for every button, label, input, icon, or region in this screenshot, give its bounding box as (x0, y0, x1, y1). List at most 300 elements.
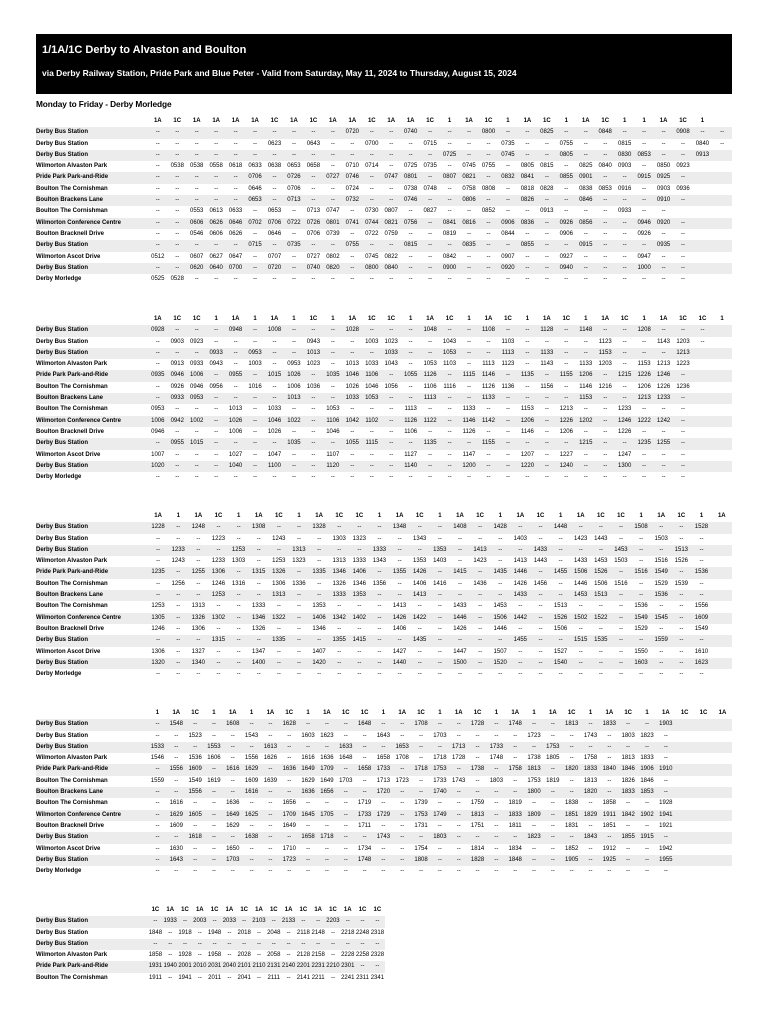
departure-time: -- (506, 742, 525, 753)
departure-time: -- (337, 625, 342, 632)
departure-time: -- (330, 383, 335, 390)
stop-row (36, 647, 732, 658)
stop-row (36, 556, 732, 567)
departure-time: -- (498, 325, 517, 336)
departure-time: 0807 (440, 172, 459, 183)
departure-time (675, 742, 694, 753)
departure-time: -- (265, 195, 284, 206)
stop-row (36, 950, 385, 961)
departure-time: -- (168, 348, 187, 359)
departure-time: -- (468, 832, 487, 843)
departure-time (712, 184, 732, 195)
departure-time: 1513 (553, 603, 568, 610)
departure-time: 1658 (299, 832, 318, 843)
departure-time: 1115 (459, 370, 478, 381)
departure-time: 0825 (537, 127, 556, 138)
departure-time: -- (622, 253, 627, 260)
departure-time: 1526 (674, 558, 689, 565)
departure-time: 1020 (148, 461, 167, 472)
departure-time: 0853 (634, 150, 653, 161)
departure-time: -- (296, 603, 301, 610)
departure-time: 1315 (208, 635, 228, 646)
departure-time: -- (245, 127, 264, 138)
departure-time: -- (357, 648, 362, 655)
route-header-blank (36, 116, 148, 127)
departure-time: -- (659, 648, 664, 655)
departure-time: -- (389, 163, 394, 170)
departure-time: 1506 (571, 567, 591, 578)
departure-time (713, 764, 732, 775)
departure-time: -- (196, 580, 201, 587)
departure-time: -- (284, 150, 303, 161)
departure-time (712, 658, 732, 669)
departure-time: -- (537, 263, 556, 274)
departure-time: -- (456, 868, 461, 875)
departure-time: -- (193, 845, 198, 852)
departure-time: 1055 (401, 370, 420, 381)
departure-time: -- (306, 822, 311, 829)
stop-row (36, 472, 732, 483)
departure-time: 1616 (242, 787, 261, 798)
departure-time: -- (206, 150, 225, 161)
route-label: 1A (576, 513, 585, 519)
departure-time: -- (226, 150, 245, 161)
departure-time: 1743 (452, 777, 466, 784)
departure-time: 1126 (420, 370, 439, 381)
departure-time (693, 263, 712, 274)
departure-time: 0838 (579, 185, 593, 192)
departure-time: 0841 (518, 172, 537, 183)
departure-time: -- (642, 163, 647, 170)
departure-time: -- (450, 635, 470, 646)
departure-time: 1135 (518, 370, 537, 381)
departure-time: 0744 (362, 218, 381, 229)
departure-time: -- (148, 590, 168, 601)
departure-time: -- (211, 868, 216, 875)
departure-time: -- (216, 648, 221, 655)
departure-time: 1814 (470, 845, 485, 852)
departure-time: 2031 (207, 961, 222, 972)
departure-time: -- (236, 648, 241, 655)
departure-time: 1333 (252, 603, 266, 610)
departure-time: -- (269, 658, 289, 669)
departure-time: -- (543, 855, 562, 866)
departure-time: -- (304, 325, 323, 336)
departure-time: 1650 (226, 845, 240, 852)
route-label: 1C (445, 316, 454, 322)
departure-time: -- (253, 474, 258, 481)
departure-time (693, 252, 712, 263)
departure-time: -- (543, 832, 562, 843)
departure-time: 1910 (656, 764, 675, 775)
departure-time: 1718 (433, 755, 447, 762)
route-label: 1 (297, 513, 301, 519)
departure-time: -- (420, 348, 439, 359)
route-label: 1C (270, 118, 279, 124)
departure-time: -- (498, 240, 517, 251)
departure-time: 1940 (163, 961, 178, 972)
departure-time: -- (318, 742, 337, 753)
departure-time: 2218 (341, 929, 355, 936)
route-label: 1A (192, 118, 201, 124)
departure-time: 1153 (520, 406, 534, 413)
departure-time: 2028 (237, 952, 251, 959)
departure-time: -- (430, 522, 450, 533)
departure-time: -- (155, 474, 160, 481)
departure-time: 0840 (695, 140, 710, 147)
departure-time: -- (311, 451, 316, 458)
departure-time: -- (227, 952, 232, 959)
departure-time: -- (242, 742, 261, 753)
departure-time: -- (377, 671, 382, 678)
departure-time (712, 534, 732, 545)
departure-time: 1326 (332, 580, 346, 587)
departure-time: -- (349, 522, 369, 533)
stop-row (36, 601, 732, 612)
departure-time: 1813 (583, 777, 598, 784)
stop-row (36, 461, 732, 472)
departure-time: 1649 (320, 777, 334, 784)
stop-row (36, 753, 732, 764)
stop-name: Wilmorton Alvaston Park (36, 952, 108, 959)
departure-time: -- (417, 671, 422, 678)
departure-time: 1336 (292, 580, 306, 587)
departure-time: -- (543, 787, 562, 798)
departure-time (712, 172, 732, 183)
departure-time: 1911 (148, 974, 162, 981)
departure-time: 0707 (267, 253, 282, 260)
departure-time: -- (595, 263, 614, 274)
departure-time: 1729 (374, 810, 393, 821)
departure-time: 1749 (430, 810, 449, 821)
departure-time: -- (661, 428, 666, 435)
departure-time: 1206 (518, 416, 537, 427)
route-label: 1A (661, 710, 670, 716)
departure-time (713, 855, 732, 866)
departure-time: 1928 (659, 800, 673, 807)
departure-time: -- (581, 719, 600, 730)
departure-time: 1226 (634, 370, 653, 381)
departure-time: -- (588, 845, 593, 852)
departure-time: -- (591, 545, 611, 556)
departure-time: -- (598, 648, 603, 655)
departure-time: -- (538, 535, 543, 542)
departure-time (712, 229, 732, 240)
departure-time: 1520 (490, 658, 510, 669)
departure-time: 1413 (470, 545, 490, 556)
departure-time: -- (369, 406, 374, 413)
departure-time: -- (615, 172, 634, 183)
departure-time: 1046 (343, 370, 362, 381)
route-label: 1 (699, 513, 704, 519)
departure-time: -- (569, 777, 574, 784)
route-label: 1 (720, 316, 724, 322)
departure-time: -- (401, 325, 420, 336)
departure-time: -- (343, 845, 348, 852)
departure-time: 1713 (376, 777, 391, 784)
departure-time: 1610 (694, 648, 709, 655)
departure-time: 1733 (433, 777, 447, 784)
departure-time: -- (362, 868, 367, 875)
route-label: 1 (292, 316, 296, 322)
departure-time: -- (430, 590, 450, 601)
departure-time: 1055 (343, 438, 362, 449)
departure-time: 1527 (553, 648, 568, 655)
departure-time: 1829 (581, 810, 600, 821)
departure-time: 1808 (412, 855, 431, 866)
departure-time: -- (564, 185, 569, 192)
departure-time: 0626 (206, 218, 225, 229)
departure-time: 1016 (248, 383, 262, 390)
departure-time: -- (479, 461, 498, 472)
departure-time: -- (188, 590, 208, 601)
departure-time: -- (671, 522, 691, 533)
departure-time (713, 719, 732, 730)
departure-time: -- (558, 535, 563, 542)
departure-time: 2248 (355, 929, 370, 936)
departure-time: 1048 (420, 325, 439, 336)
departure-time (693, 206, 712, 217)
departure-time: 1100 (265, 461, 284, 472)
departure-time: -- (408, 276, 413, 283)
departure-time: -- (447, 276, 452, 283)
route-label: 1 (447, 118, 452, 124)
departure-time: -- (330, 974, 335, 981)
departure-time: -- (651, 658, 671, 669)
departure-time: -- (494, 868, 499, 875)
departure-time: -- (569, 868, 574, 875)
route-label: 1C (426, 118, 434, 124)
departure-time: 1148 (576, 325, 595, 336)
departure-time: -- (237, 939, 252, 950)
departure-time: -- (276, 625, 281, 632)
departure-time: 1743 (583, 732, 598, 739)
departure-time: -- (280, 832, 299, 843)
departure-time: 1313 (191, 603, 206, 610)
departure-time: 1123 (598, 338, 612, 345)
departure-time: -- (382, 438, 401, 449)
departure-time: -- (175, 406, 180, 413)
departure-time: 1346 (249, 613, 269, 624)
stop-row (36, 719, 732, 730)
departure-time: -- (148, 150, 167, 161)
departure-time: -- (437, 800, 442, 807)
departure-time: -- (187, 325, 206, 336)
departure-time: -- (518, 127, 537, 138)
departure-time: -- (370, 916, 385, 927)
departure-time: -- (603, 276, 608, 283)
departure-time: -- (296, 916, 311, 927)
departure-time: 0700 (226, 263, 245, 274)
departure-time: -- (249, 545, 269, 556)
departure-time: -- (654, 263, 673, 274)
departure-time: 1033 (365, 361, 379, 368)
departure-time: 1649 (299, 764, 318, 775)
departure-time: 0825 (579, 163, 593, 170)
departure-time: -- (163, 939, 178, 950)
departure-time: -- (486, 428, 491, 435)
departure-time: -- (289, 613, 309, 624)
departure-time: 0538 (190, 163, 204, 170)
departure-time: -- (324, 800, 329, 807)
departure-time: 1819 (546, 777, 560, 784)
departure-time: 0820 (323, 263, 342, 274)
departure-time: -- (440, 393, 459, 404)
departure-time: -- (401, 348, 420, 359)
departure-time: 1508 (631, 522, 651, 533)
departure-time: -- (343, 348, 362, 359)
departure-time: -- (498, 558, 503, 565)
departure-time: 1549 (694, 625, 709, 632)
departure-time: -- (400, 845, 405, 852)
departure-time: -- (595, 461, 614, 472)
departure-time: 1120 (323, 461, 342, 472)
departure-time: 0850 (656, 163, 671, 170)
stop-name: Derby Morledge (36, 868, 82, 875)
departure-time: -- (291, 474, 296, 481)
departure-time: 0900 (440, 263, 459, 274)
stop-name: Derby Bus Station (36, 127, 148, 138)
departure-time: -- (175, 428, 180, 435)
departure-time: 1556 (167, 764, 186, 775)
departure-time: 0946 (168, 370, 187, 381)
departure-time: -- (607, 777, 612, 784)
departure-time: 1648 (355, 719, 374, 730)
departure-time: -- (230, 732, 235, 739)
departure-time: -- (564, 383, 569, 390)
departure-time: -- (362, 732, 367, 739)
departure-time (712, 370, 732, 381)
departure-time: 1931 (148, 961, 163, 972)
departure-time: -- (287, 777, 292, 784)
departure-time: -- (377, 535, 382, 542)
departure-time: 0706 (306, 230, 321, 237)
departure-time: 1206 (637, 383, 651, 390)
departure-time: 1226 (656, 383, 671, 390)
departure-time: -- (233, 140, 238, 147)
departure-time: -- (155, 822, 160, 829)
departure-time: 1426 (453, 625, 467, 632)
departure-time: 1656 (282, 800, 296, 807)
departure-time: 0626 (228, 230, 243, 237)
departure-time: -- (280, 787, 299, 798)
departure-time (694, 731, 713, 742)
stop-name: Derby Bus Station (36, 855, 148, 866)
departure-time: 1253 (272, 558, 286, 565)
departure-time: -- (389, 451, 394, 458)
departure-time: 1215 (576, 438, 595, 449)
departure-time: -- (571, 658, 591, 669)
departure-time: -- (494, 800, 499, 807)
departure-time: 0756 (401, 218, 420, 229)
departure-time: -- (498, 438, 517, 449)
departure-time: 1355 (390, 567, 410, 578)
departure-time: 1200 (459, 461, 478, 472)
departure-time: 0558 (209, 163, 223, 170)
departure-time: -- (148, 127, 167, 138)
departure-time: -- (537, 438, 556, 449)
departure-time: -- (525, 719, 544, 730)
departure-time: 1616 (169, 800, 183, 807)
departure-time: -- (430, 658, 450, 669)
departure-time: -- (417, 625, 422, 632)
departure-time: -- (155, 732, 160, 739)
departure-time: -- (205, 855, 224, 866)
departure-time: 1751 (470, 822, 485, 829)
departure-time: -- (205, 832, 224, 843)
departure-time: 0946 (151, 428, 165, 435)
departure-time: -- (381, 868, 386, 875)
route-label: 1C (299, 907, 308, 913)
departure-time: 1526 (591, 567, 611, 578)
departure-time: 0830 (615, 150, 634, 161)
departure-time: 2003 (192, 916, 207, 927)
departure-time: -- (525, 230, 530, 237)
departure-time: -- (175, 474, 180, 481)
departure-time: -- (557, 325, 576, 336)
departure-time: 1135 (420, 438, 439, 449)
stop-row (36, 127, 732, 138)
departure-time: -- (634, 240, 653, 251)
departure-time: -- (196, 558, 201, 565)
departure-time: 1455 (551, 567, 571, 578)
departure-time: -- (459, 263, 478, 274)
departure-time: 1013 (304, 348, 323, 359)
departure-time: -- (618, 535, 623, 542)
departure-time: 1333 (329, 590, 349, 601)
departure-time: -- (233, 338, 238, 345)
departure-time: -- (595, 195, 614, 206)
departure-time: -- (330, 361, 335, 368)
departure-time: 1426 (390, 613, 410, 624)
departure-time: 1833 (506, 810, 525, 821)
departure-time: -- (642, 451, 647, 458)
departure-time: 1433 (530, 545, 550, 556)
departure-time: -- (299, 855, 318, 866)
stop-name: Pride Park Park-and-Ride (36, 370, 148, 381)
route-label: 1A (484, 316, 493, 322)
departure-time: -- (603, 230, 608, 237)
departure-time (694, 742, 713, 753)
stop-row (36, 359, 732, 370)
departure-time: -- (518, 263, 537, 274)
departure-time: -- (673, 195, 692, 206)
departure-time: 1347 (252, 648, 266, 655)
departure-time: -- (311, 276, 316, 283)
departure-time: -- (343, 461, 362, 472)
departure-time (694, 764, 713, 775)
departure-time: -- (437, 603, 442, 610)
departure-time: 1708 (412, 719, 431, 730)
departure-time (713, 776, 732, 787)
departure-time (712, 359, 732, 370)
departure-time: 1300 (615, 461, 634, 472)
stop-name: Derby Bus Station (36, 461, 148, 472)
departure-time: 0627 (209, 253, 223, 260)
departure-time: -- (155, 163, 160, 170)
timetable (36, 511, 732, 680)
departure-time: -- (280, 742, 299, 753)
departure-time: 1115 (362, 438, 381, 449)
departure-time: 1658 (355, 764, 374, 775)
departure-time: -- (663, 777, 668, 784)
departure-time: -- (430, 855, 449, 866)
departure-time: 0738 (404, 185, 418, 192)
departure-time: -- (155, 868, 160, 875)
departure-time: 2241 (341, 974, 355, 981)
departure-time: -- (148, 939, 163, 950)
departure-time: -- (550, 732, 555, 739)
